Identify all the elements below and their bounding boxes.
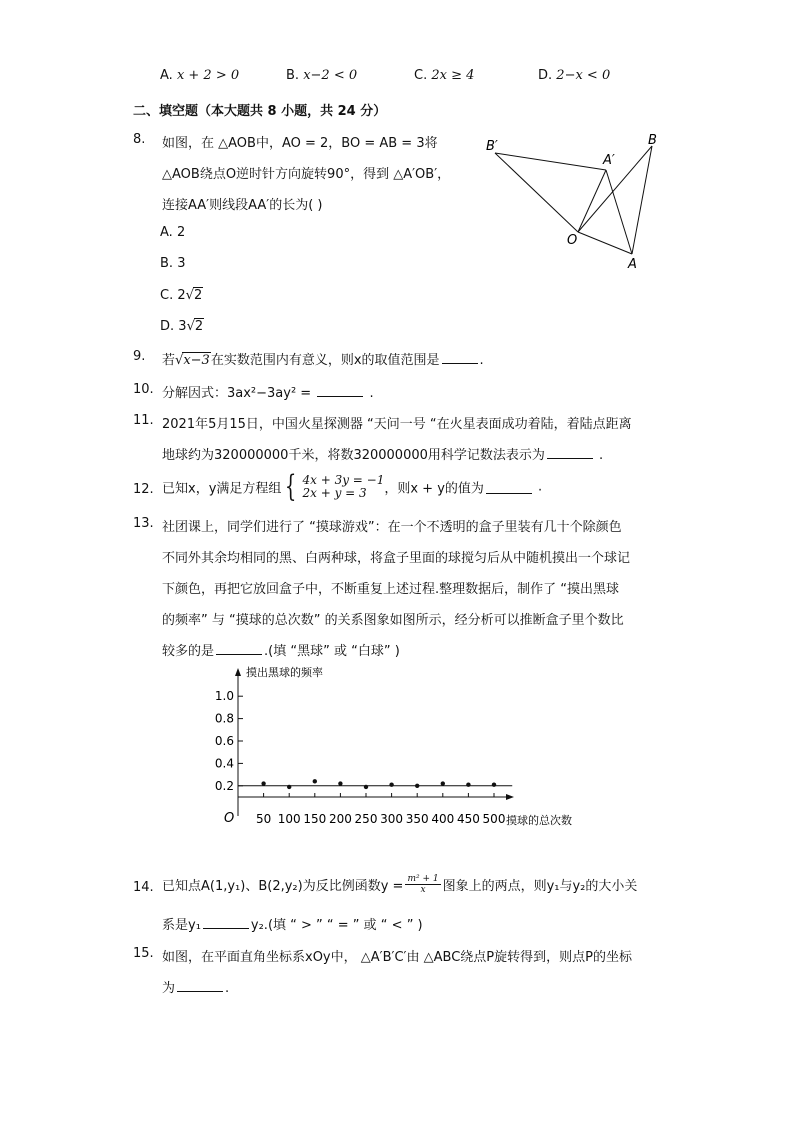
rotation-figure — [478, 128, 668, 273]
section-title: 二、填空题（本大题共 8 小题，共 24 分） — [133, 104, 387, 119]
q13-line3: 下颜色，再把它放回盒子中，不断重复上述过程.整理数据后，制作了 “摸出黑球 — [162, 582, 619, 597]
q7-option-b: B. x−2 < 0 — [286, 68, 358, 83]
x-tick-label: 300 — [380, 812, 404, 826]
segment-b-prime-a-prime — [495, 153, 606, 170]
segment-b-a — [632, 146, 652, 254]
y-tick-label: 0.4 — [214, 756, 234, 771]
label-b-prime: B′ — [486, 139, 498, 154]
y-tick-label: 1.0 — [214, 689, 234, 704]
data-point — [466, 782, 470, 786]
q7-option-d: D. 2−x < 0 — [538, 68, 611, 83]
q12-text: 已知x，y满足方程组 { 4x + 3y = −1 2x + y = 3 ，则x + y的值为 . — [162, 469, 543, 504]
q13-line1: 社团课上，同学们进行了 “摸球游戏”：在一个不透明的盒子里装有几十个除颜色 — [162, 520, 622, 535]
question-number: 12. — [133, 482, 154, 497]
x-axis-label: 摸球的总次数 — [506, 814, 572, 827]
y-tick-label: 0.2 — [214, 778, 234, 793]
data-point — [338, 781, 342, 785]
y-axis-label: 摸出黑球的频率 — [246, 666, 323, 679]
data-point — [441, 781, 445, 785]
q8-line3: 连接AA′则线段AA′的长为( ) — [162, 198, 323, 213]
q11-line1: 2021年5月15日，中国火星探测器 “天问一号 “在火星表面成功着陆，着陆点距离 — [162, 417, 632, 432]
y-tick-label: 0.8 — [214, 711, 234, 726]
x-axis-arrow — [506, 794, 514, 800]
label-a-prime: A′ — [603, 153, 615, 168]
label-a: A — [628, 257, 637, 272]
answer-blank[interactable] — [442, 351, 478, 364]
q8-option-c: C. 2√2 — [160, 288, 203, 303]
data-point — [313, 779, 317, 783]
answer-blank[interactable] — [177, 979, 223, 992]
answer-blank[interactable] — [486, 481, 532, 494]
y-axis-arrow — [235, 668, 241, 676]
data-point — [389, 782, 393, 786]
question-number: 10. — [133, 382, 154, 397]
equation-system: { 4x + 3y = −1 2x + y = 3 — [285, 469, 385, 504]
answer-blank[interactable] — [203, 916, 249, 929]
answer-blank[interactable] — [547, 446, 593, 459]
q13-line4: 的频率” 与 “摸球的总次数” 的关系图象如图所示，经分析可以推断盒子里个数比 — [162, 613, 624, 628]
segment-a-prime-o — [578, 170, 606, 232]
y-tick-label: 0.6 — [214, 734, 234, 748]
q8-option-a: A. 2 — [160, 225, 186, 240]
q11-line2: 地球约为320000000千米，将数320000000用科学记数法表示为 . — [162, 448, 604, 463]
x-tick-label: 200 — [328, 812, 352, 826]
origin-label: O — [224, 811, 235, 826]
q9-text: 若√x−3在实数范围内有意义，则x的取值范围是 . — [162, 353, 484, 368]
question-number: 15. — [133, 946, 154, 961]
fraction: $\frac{\text{m² + 1}}{x}$ — [407, 874, 439, 895]
data-point — [261, 781, 265, 785]
q10-text: 分解因式：3ax²−3ay² = . — [162, 386, 374, 401]
frequency-chart — [210, 662, 590, 832]
answer-blank[interactable] — [216, 642, 262, 655]
question-number: 8. — [133, 132, 146, 147]
q15-line2: 为 . — [162, 981, 230, 996]
x-tick-label: 400 — [431, 812, 455, 826]
segment-a-prime-a — [606, 170, 632, 254]
label-o: O — [567, 233, 578, 248]
question-number: 14. — [133, 880, 154, 895]
x-tick-label: 250 — [354, 812, 378, 826]
x-tick-label: 350 — [405, 812, 429, 826]
data-point — [364, 785, 368, 789]
question-number: 13. — [133, 516, 154, 531]
q7-option-a: A. x + 2 > 0 — [160, 68, 240, 83]
q7-option-c: C. 2x ≥ 4 — [414, 68, 475, 83]
q13-line2: 不同外其余均相同的黑、白两种球，将盒子里面的球搅匀后从中随机摸出一个球记 — [162, 551, 631, 566]
label-b: B — [648, 133, 657, 148]
q14-line1: 已知点A(1,y₁)、B(2,y₂)为反比例函数y = $\frac{\text{m² + 1}}{x}$ 图象上的两点，则y₁与y₂的大小关 — [162, 874, 638, 895]
q8-option-d: D. 3√2 — [160, 319, 204, 334]
segment-b-prime-o — [495, 153, 578, 232]
data-point — [492, 782, 496, 786]
q13-line5: 较多的是 .(填 “黑球” 或 “白球” ) — [162, 644, 400, 659]
question-number: 9. — [133, 349, 146, 364]
q15-line1: 如图，在平面直角坐标系xOy中， △A′B′C′由 △ABC绕点P旋转得到，则点P的坐标 — [162, 950, 632, 965]
segment-o-b — [578, 146, 652, 232]
x-tick-label: 450 — [456, 812, 480, 826]
answer-blank[interactable] — [317, 384, 363, 397]
data-point — [415, 784, 419, 788]
x-tick-label: 150 — [303, 812, 327, 826]
x-tick-label: 500 — [482, 812, 506, 826]
data-point — [287, 785, 291, 789]
x-tick-label: 100 — [277, 812, 301, 826]
q8-line1: 如图，在 △AOB中，AO = 2，BO = AB = 3将 — [162, 136, 438, 151]
q8-line2: △AOB绕点O逆时针方向旋转90°，得到 △A′OB′， — [162, 167, 451, 182]
segment-o-a — [578, 232, 632, 254]
q8-option-b: B. 3 — [160, 256, 186, 271]
q14-line2: 系是y₁ y₂.(填 “ > ” “ = ” 或 “ < ” ) — [162, 918, 423, 933]
question-number: 11. — [133, 413, 154, 428]
x-tick-label: 50 — [255, 812, 272, 826]
